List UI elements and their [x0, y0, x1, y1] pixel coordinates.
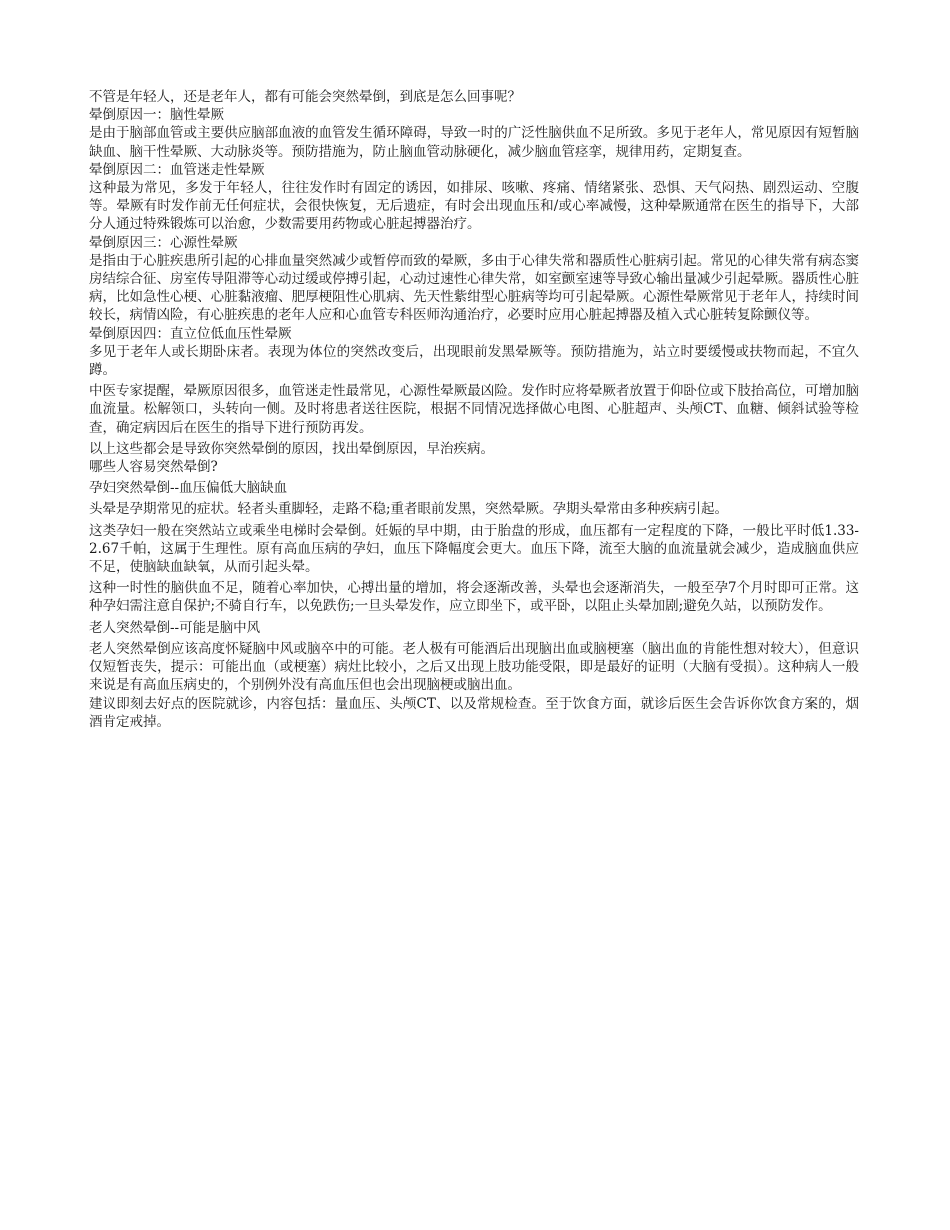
- section-heading-who: 哪些人容易突然晕倒?: [89, 459, 218, 476]
- section-heading-cause-4: 晕倒原因四：直立位低血压性晕厥: [89, 325, 292, 342]
- paragraph-pregnant-1: 头晕是孕期常见的症状。轻者头重脚轻，走路不稳;重者眼前发黑，突然晕厥。孕期头晕常由多种疾病引起。: [89, 501, 729, 518]
- section-heading-pregnant: 孕妇突然晕倒--血压偏低大脑缺血: [89, 480, 288, 497]
- paragraph-cause-2: 这种最为常见，多发于年轻人，往往发作时有固定的诱因，如排尿、咳嗽、疼痛、情绪紧张、恐惧、天气闷热、剧烈运动、空腹等。晕厥有时发作前无任何症状，会很快恢复，无后遗症，有时会出现血压和/或心率减慢，这种晕厥通常在医生的指导下，大部分人通过特殊锻炼可以治愈，少数需要用药物或心脏起搏器治疗。: [89, 180, 859, 233]
- section-heading-cause-1: 晕倒原因一：脑性晕厥: [89, 107, 224, 124]
- paragraph-elderly-1: 老人突然晕倒应该高度怀疑脑中风或脑卒中的可能。老人极有可能酒后出现脑出血或脑梗塞（脑出血的肯能性想对较大），但意识仅短暂丧失，提示：可能出血（或梗塞）病灶比较小，之后又出现上肢功能受限，即是最好的证明（大脑有受损）。这种病人一般来说是有高血压病史的，个别例外没有高血压但也会出现脑梗或脑出血。: [89, 640, 859, 694]
- section-heading-cause-2: 晕倒原因二：血管迷走性晕厥: [89, 161, 265, 178]
- paragraph-cause-4: 多见于老年人或长期卧床者。表现为体位的突然改变后，出现眼前发黑晕厥等。预防措施为，站立时要缓慢或扶物而起，不宜久蹲。: [89, 343, 859, 379]
- paragraph-summary: 以上这些都会是导致你突然晕倒的原因，找出晕倒原因，早治疾病。: [89, 440, 494, 457]
- paragraph-pregnant-3: 这种一时性的脑供血不足，随着心率加快，心搏出量的增加，将会逐渐改善，头晕也会逐渐消失，一般至孕7个月时即可正常。这种孕妇需注意自保护;不骑自行车，以免跌伤;一旦头晕发作，应立即坐下，或平卧，以阻止头晕加剧;避免久站，以预防发作。: [89, 580, 859, 615]
- paragraph-elderly-2: 建议即刻去好点的医院就诊，内容包括：量血压、头颅CT、以及常规检查。至于饮食方面，就诊后医生会告诉你饮食方案的，烟酒肯定戒掉。: [89, 695, 859, 730]
- paragraph-pregnant-2: 这类孕妇一般在突然站立或乘坐电梯时会晕倒。妊娠的早中期，由于胎盘的形成，血压都有一定程度的下降，一般比平时低1.33-2.67千帕，这属于生理性。原有高血压病的孕妇，血压下降幅度会更大。血压下降，流至大脑的血流量就会减少，造成脑血供应不足，使脑缺血缺氧，从而引起头晕。: [89, 522, 859, 576]
- paragraph-cause-3: 是指由于心脏疾患所引起的心排血量突然减少或暂停而致的晕厥，多由于心律失常和器质性心脏病引起。常见的心律失常有病态窦房结综合征、房室传导阻滞等心动过缓或停搏引起，心动过速性心律失常，如室颤室速等导致心输出量减少引起晕厥。器质性心脏病，比如急性心梗、心脏黏液瘤、肥厚梗阻性心肌病、先天性紫绀型心脏病等均可引起晕厥。心源性晕厥常见于老年人，持续时间较长，病情凶险，有心脏疾患的老年人应和心血管专科医师沟通治疗，必要时应用心脏起搏器及植入式心脏转复除颤仪等。: [89, 252, 859, 324]
- section-heading-cause-3: 晕倒原因三：心源性晕厥: [89, 234, 238, 251]
- article-body: [89, 88, 859, 731]
- paragraph-tcm-advice: 中医专家提醒，晕厥原因很多，血管迷走性最常见，心源性晕厥最凶险。发作时应将晕厥者放置于仰卧位或下肢抬高位，可增加脑血流量。松解领口，头转向一侧。及时将患者送往医院，根据不同情况选择做心电图、心脏超声、头颅CT、血糖、倾斜试验等检查，确定病因后在医生的指导下进行预防再发。: [89, 383, 859, 436]
- paragraph-cause-1: 是由于脑部血管或主要供应脑部血液的血管发生循环障碍，导致一时的广泛性脑供血不足所致。多见于老年人，常见原因有短暂脑缺血、脑干性晕厥、大动脉炎等。预防措施为，防止脑血管动脉硬化，减少脑血管痉挛，规律用药，定期复查。: [89, 125, 859, 160]
- intro-question: 不管是年轻人，还是老年人，都有可能会突然晕倒，到底是怎么回事呢？: [89, 89, 521, 105]
- section-heading-elderly: 老人突然晕倒--可能是脑中风: [89, 619, 261, 636]
